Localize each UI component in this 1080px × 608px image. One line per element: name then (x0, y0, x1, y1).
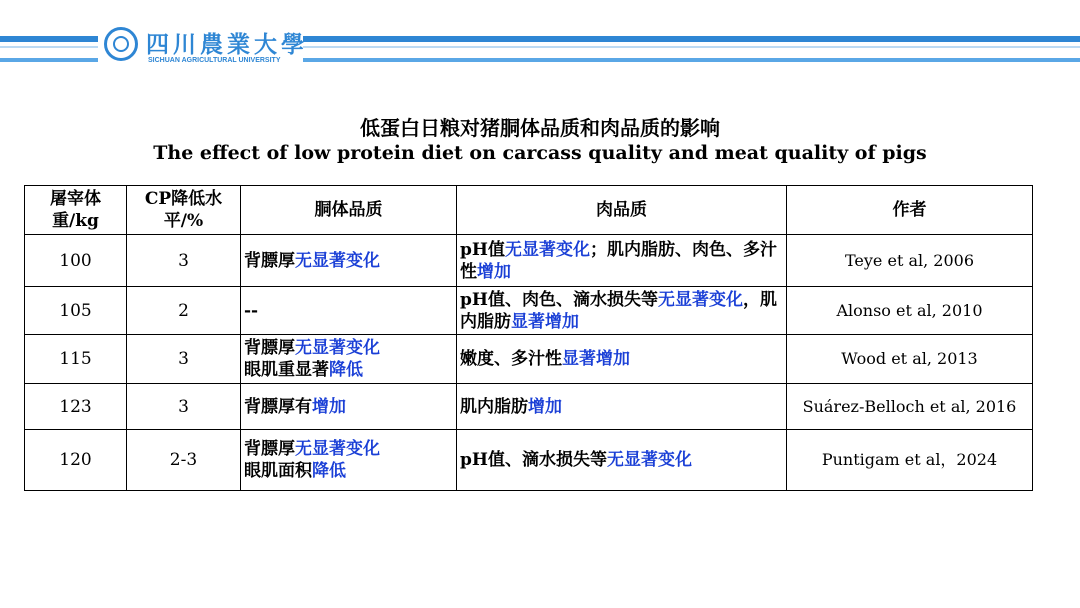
university-logo (98, 24, 308, 70)
highlight-text: 无显著变化 (295, 250, 380, 271)
highlight-text: 无显著变化 (657, 289, 743, 310)
seal-icon (104, 27, 138, 61)
highlight-text: 增加 (312, 396, 346, 417)
university-name-en: SICHUAN AGRICULTURAL UNIVERSITY (148, 57, 281, 64)
cell-meat (457, 384, 787, 430)
highlight-text: 降低 (329, 360, 363, 380)
cell-carcass (241, 287, 457, 335)
table-row (25, 287, 1033, 335)
cell-text: ；肌内脂肪、肉色、多汁性 (460, 239, 777, 282)
cell-author: Wood et al, 2013 (787, 335, 1033, 384)
cell-weight: 115 (25, 335, 127, 384)
cell-carcass (241, 430, 457, 491)
cell-cp: 2 (127, 287, 241, 335)
cell-cp: 3 (127, 335, 241, 384)
header-author: 作者 (787, 186, 1033, 235)
cell-author: Teye et al, 2006 (787, 235, 1033, 287)
cell-weight: 100 (25, 235, 127, 287)
cell-meat (457, 287, 787, 335)
page-title-cn: 低蛋白日粮对猪胴体品质和肉品质的影响 (360, 116, 720, 140)
cell-text: 背膘厚 (244, 439, 295, 459)
cell-text: 背膘厚 (244, 338, 295, 358)
cell-meat (457, 335, 787, 384)
cell-text: 背膘厚 (244, 250, 295, 271)
results-table (24, 185, 1033, 491)
header-carcass: 胴体品质 (241, 186, 457, 235)
cell-text: 嫩度、多汁性 (460, 349, 562, 369)
cell-cp: 3 (127, 384, 241, 430)
cell-text: ，肌内脂肪 (460, 289, 777, 332)
header-meat: 肉品质 (457, 186, 787, 235)
cell-text: pH值、肉色、滴水损失等 (460, 289, 658, 310)
cell-author: Alonso et al, 2010 (787, 287, 1033, 335)
highlight-text: 增加 (528, 396, 562, 417)
highlight-text: 无显著变化 (504, 239, 590, 260)
cell-text: -- (244, 300, 259, 321)
header-cp: CP降低水平/% (127, 186, 241, 235)
page-title-en: The effect of low protein diet on carcass quality and meat quality of pigs (153, 142, 927, 164)
cell-author: Puntigam et al，2024 (787, 430, 1033, 491)
table-row (25, 335, 1033, 384)
cell-cp: 3 (127, 235, 241, 287)
university-name-cn: 四川農業大學 (146, 31, 308, 58)
cell-text: 眼肌面积 (244, 461, 312, 481)
cell-weight: 123 (25, 384, 127, 430)
cell-weight: 105 (25, 287, 127, 335)
header-weight: 屠宰体重/kg (25, 186, 127, 235)
table-row (25, 384, 1033, 430)
highlight-text: 显著增加 (511, 311, 579, 332)
highlight-text: 无显著变化 (606, 450, 692, 470)
cell-carcass (241, 235, 457, 287)
table-row (25, 235, 1033, 287)
table-header-row (25, 186, 1033, 235)
highlight-text: 降低 (312, 461, 346, 481)
cell-text: pH值、滴水损失等 (460, 450, 607, 470)
cell-carcass (241, 335, 457, 384)
highlight-text: 增加 (477, 261, 511, 282)
cell-meat (457, 430, 787, 491)
cell-text: 背膘厚有 (244, 396, 312, 417)
table-row (25, 430, 1033, 491)
cell-cp: 2-3 (127, 430, 241, 491)
highlight-text: 无显著变化 (295, 338, 380, 358)
highlight-text: 显著增加 (562, 349, 630, 369)
cell-text: 眼肌重显著 (244, 360, 329, 380)
cell-carcass (241, 384, 457, 430)
highlight-text: 无显著变化 (295, 439, 380, 459)
cell-author: Suárez-Belloch et al, 2016 (787, 384, 1033, 430)
cell-text: 肌内脂肪 (460, 396, 528, 417)
cell-weight: 120 (25, 430, 127, 491)
cell-text: pH值 (460, 239, 505, 260)
cell-meat (457, 235, 787, 287)
